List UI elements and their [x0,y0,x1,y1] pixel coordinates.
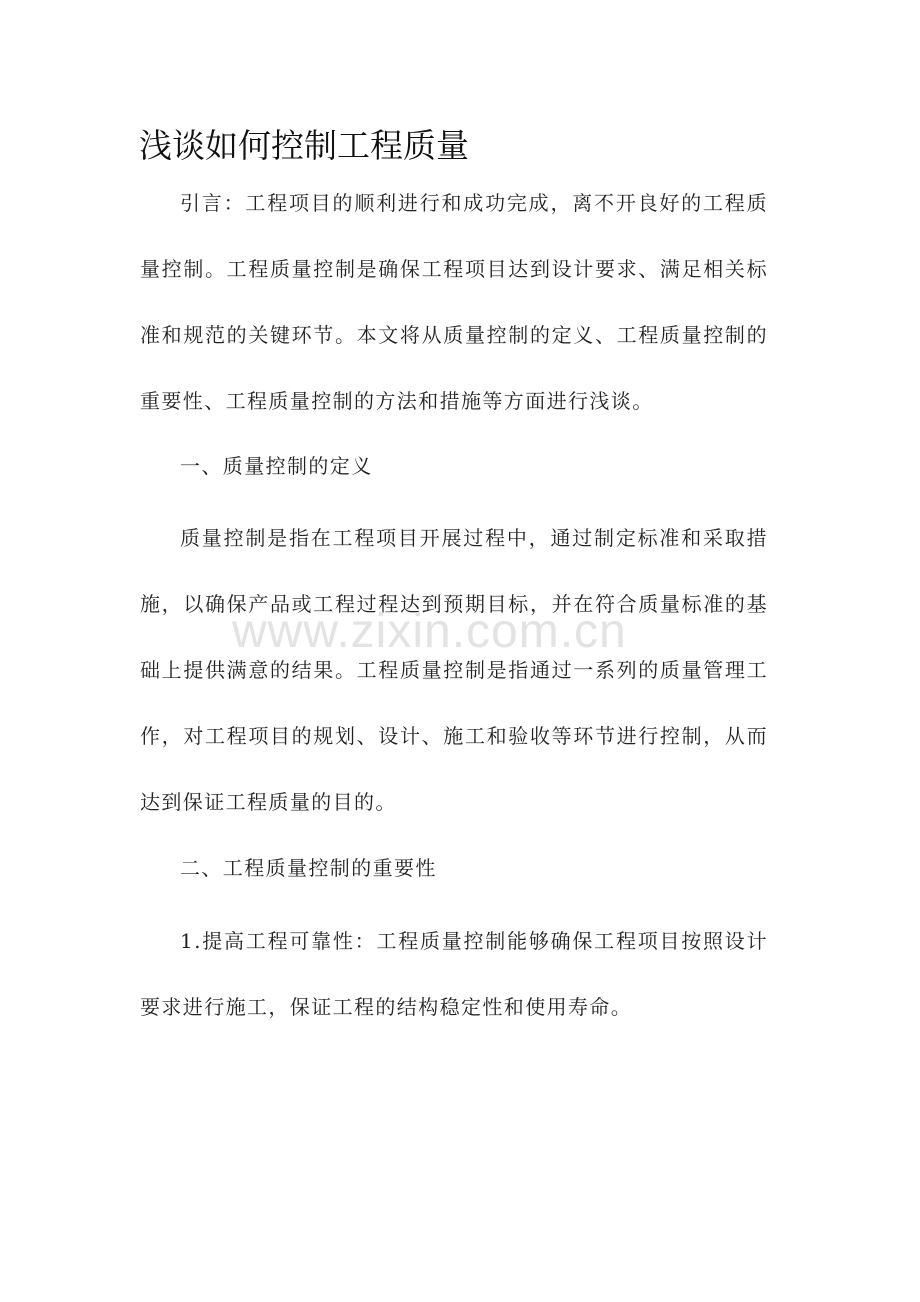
section-heading-importance: 二、工程质量控制的重要性 [180,856,437,880]
watermark: www.zixin.com.cn [232,605,627,658]
document-title: 浅谈如何控制工程质量 [139,126,469,165]
section-heading-definition: 一、质量控制的定义 [180,454,373,478]
section-body-definition: 质量控制是指在工程项目开展过程中，通过制定标准和采取措施，以确保产品或工程过程达到预期目标，并在符合质量标准的基础上提供满意的结果。工程质量控制是指通过一系列的质量管理工作，对工程项目的规划、设计、施工和验收等环节进行控制，从而达到保证工程质量的目的。 [140,526,768,814]
section-body-importance: 1.提高工程可靠性：工程质量控制能够确保工程项目按照设计要求进行施工，保证工程的结构稳定性和使用寿命。 [140,929,768,1019]
intro-paragraph: 引言：工程项目的顺利进行和成功完成，离不开良好的工程质量控制。工程质量控制是确保工程项目达到设计要求、满足相关标准和规范的关键环节。本文将从质量控制的定义、工程质量控制的重要性、工程质量控制的方法和措施等方面进行浅谈。 [140,191,768,413]
